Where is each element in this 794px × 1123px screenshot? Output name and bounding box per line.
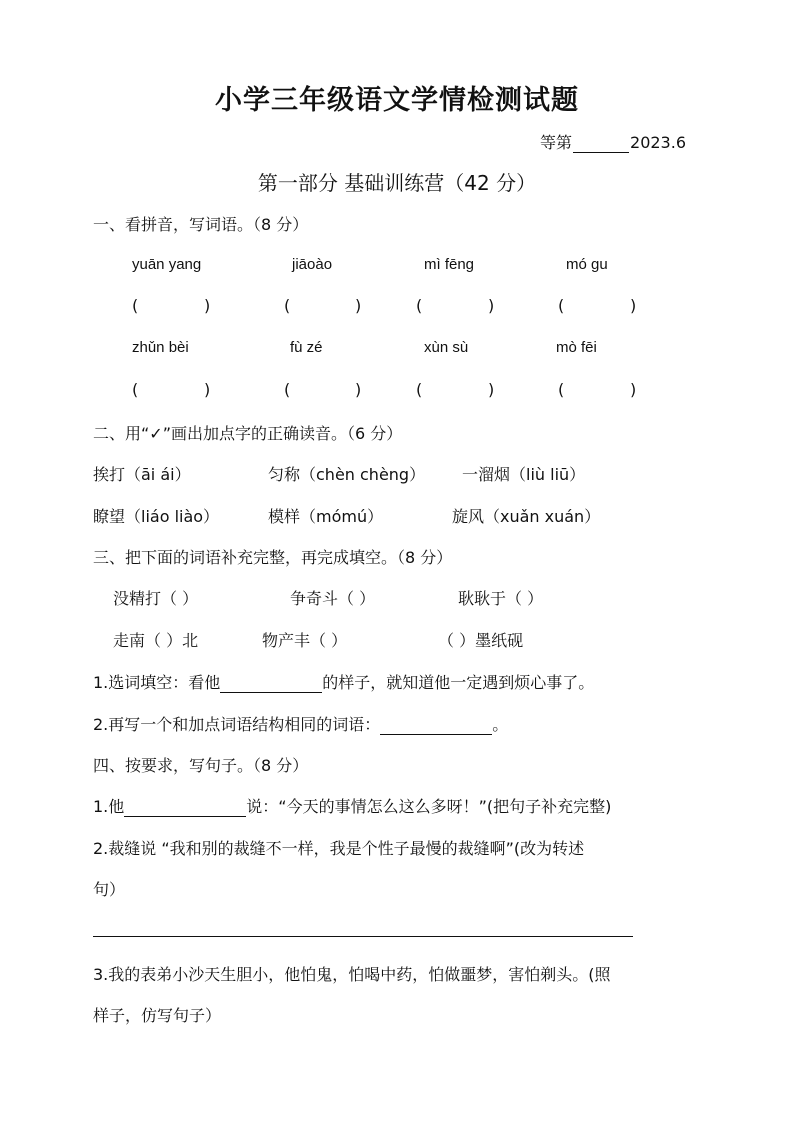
answer-paren-open: ( (558, 296, 565, 315)
task-text-before: 1.他 (93, 797, 125, 816)
pinyin-5: zhǔn bèi (132, 339, 189, 356)
idiom-item: 走南（ ）北 (113, 631, 199, 650)
fill-sentence-2 (93, 712, 508, 735)
sentence-task-3-cont: 样子，仿写句子） (93, 1006, 222, 1025)
reading-item: 挨打（āi ái） (93, 465, 191, 484)
answer-paren-close: ) (488, 296, 495, 315)
pinyin-8: mò fēi (556, 339, 597, 356)
reading-item: 旋风（xuǎn xuán） (452, 507, 601, 526)
answer-paren-close: ) (204, 296, 211, 315)
answer-paren-close: ) (630, 296, 637, 315)
answer-paren-close: ) (355, 380, 362, 399)
idiom-item: 没精打（ ） (113, 589, 199, 608)
answer-paren-close: ) (488, 380, 495, 399)
pinyin-1: yuān yang (132, 256, 202, 273)
fill-text-before: 1.选词填空：看他 (93, 673, 221, 692)
idiom-item: 争奇斗（ ） (290, 589, 376, 608)
answer-paren-open: ( (416, 296, 423, 315)
fill-text-after: 。 (492, 715, 509, 734)
pinyin-3: mì fēng (424, 256, 475, 273)
reading-item: 模样（mómú） (268, 507, 384, 526)
sentence-task-2-cont: 句） (93, 880, 126, 899)
sentence-task-1 (93, 794, 611, 817)
grade-field (540, 130, 686, 153)
answer-line[interactable] (93, 936, 633, 937)
answer-paren-open: ( (284, 296, 291, 315)
reading-item: 一溜烟（liù liū） (462, 465, 586, 484)
q2-heading: 二、用“✓”画出加点字的正确读音。（6 分） (93, 424, 403, 443)
pinyin-2: jiāoào (292, 256, 333, 273)
reading-item: 瞭望（liáo liào） (93, 507, 220, 526)
answer-paren-open: ( (132, 296, 139, 315)
grade-label: 等第 (540, 133, 573, 152)
reading-item: 匀称（chèn chèng） (268, 465, 426, 484)
answer-paren-open: ( (416, 380, 423, 399)
fill-blank[interactable] (124, 798, 246, 817)
part-title: 第一部分 基础训练营（42 分） (257, 171, 537, 195)
q1-heading: 一、看拼音，写词语。（8 分） (93, 215, 309, 234)
fill-sentence-1 (93, 670, 594, 693)
idiom-item: 耿耿于（ ） (458, 589, 544, 608)
q4-heading: 四、按要求，写句子。（8 分） (93, 756, 309, 775)
sentence-task-3: 3.我的表弟小沙天生胆小，他怕鬼，怕喝中药，怕做噩梦，害怕剃头。(照 (93, 965, 611, 984)
task-text-after: 说：“今天的事情怎么这么多呀！”(把句子补充完整) (246, 797, 612, 816)
answer-paren-close: ) (355, 296, 362, 315)
pinyin-6: fù zé (290, 339, 323, 356)
answer-paren-close: ) (204, 380, 211, 399)
grade-blank[interactable] (573, 136, 629, 153)
fill-text-after: 的样子，就知道他一定遇到烦心事了。 (322, 673, 595, 692)
idiom-item: （ ）墨纸砚 (438, 631, 524, 650)
pinyin-7: xùn sù (424, 339, 469, 356)
fill-blank[interactable] (220, 674, 322, 693)
pinyin-4: mó gu (566, 256, 608, 273)
idiom-item: 物产丰（ ） (262, 631, 348, 650)
sentence-task-2: 2.裁缝说 “我和别的裁缝不一样，我是个性子最慢的裁缝啊”(改为转述 (93, 839, 585, 858)
fill-blank[interactable] (380, 716, 492, 735)
answer-paren-open: ( (132, 380, 139, 399)
q3-heading: 三、把下面的词语补充完整，再完成填空。（8 分） (93, 548, 453, 567)
page-title: 小学三年级语文学情检测试题 (215, 85, 579, 116)
answer-paren-open: ( (284, 380, 291, 399)
answer-paren-open: ( (558, 380, 565, 399)
fill-text-before: 2.再写一个和加点词语结构相同的词语： (93, 715, 381, 734)
exam-date: 2023.6 (630, 133, 686, 152)
answer-paren-close: ) (630, 380, 637, 399)
